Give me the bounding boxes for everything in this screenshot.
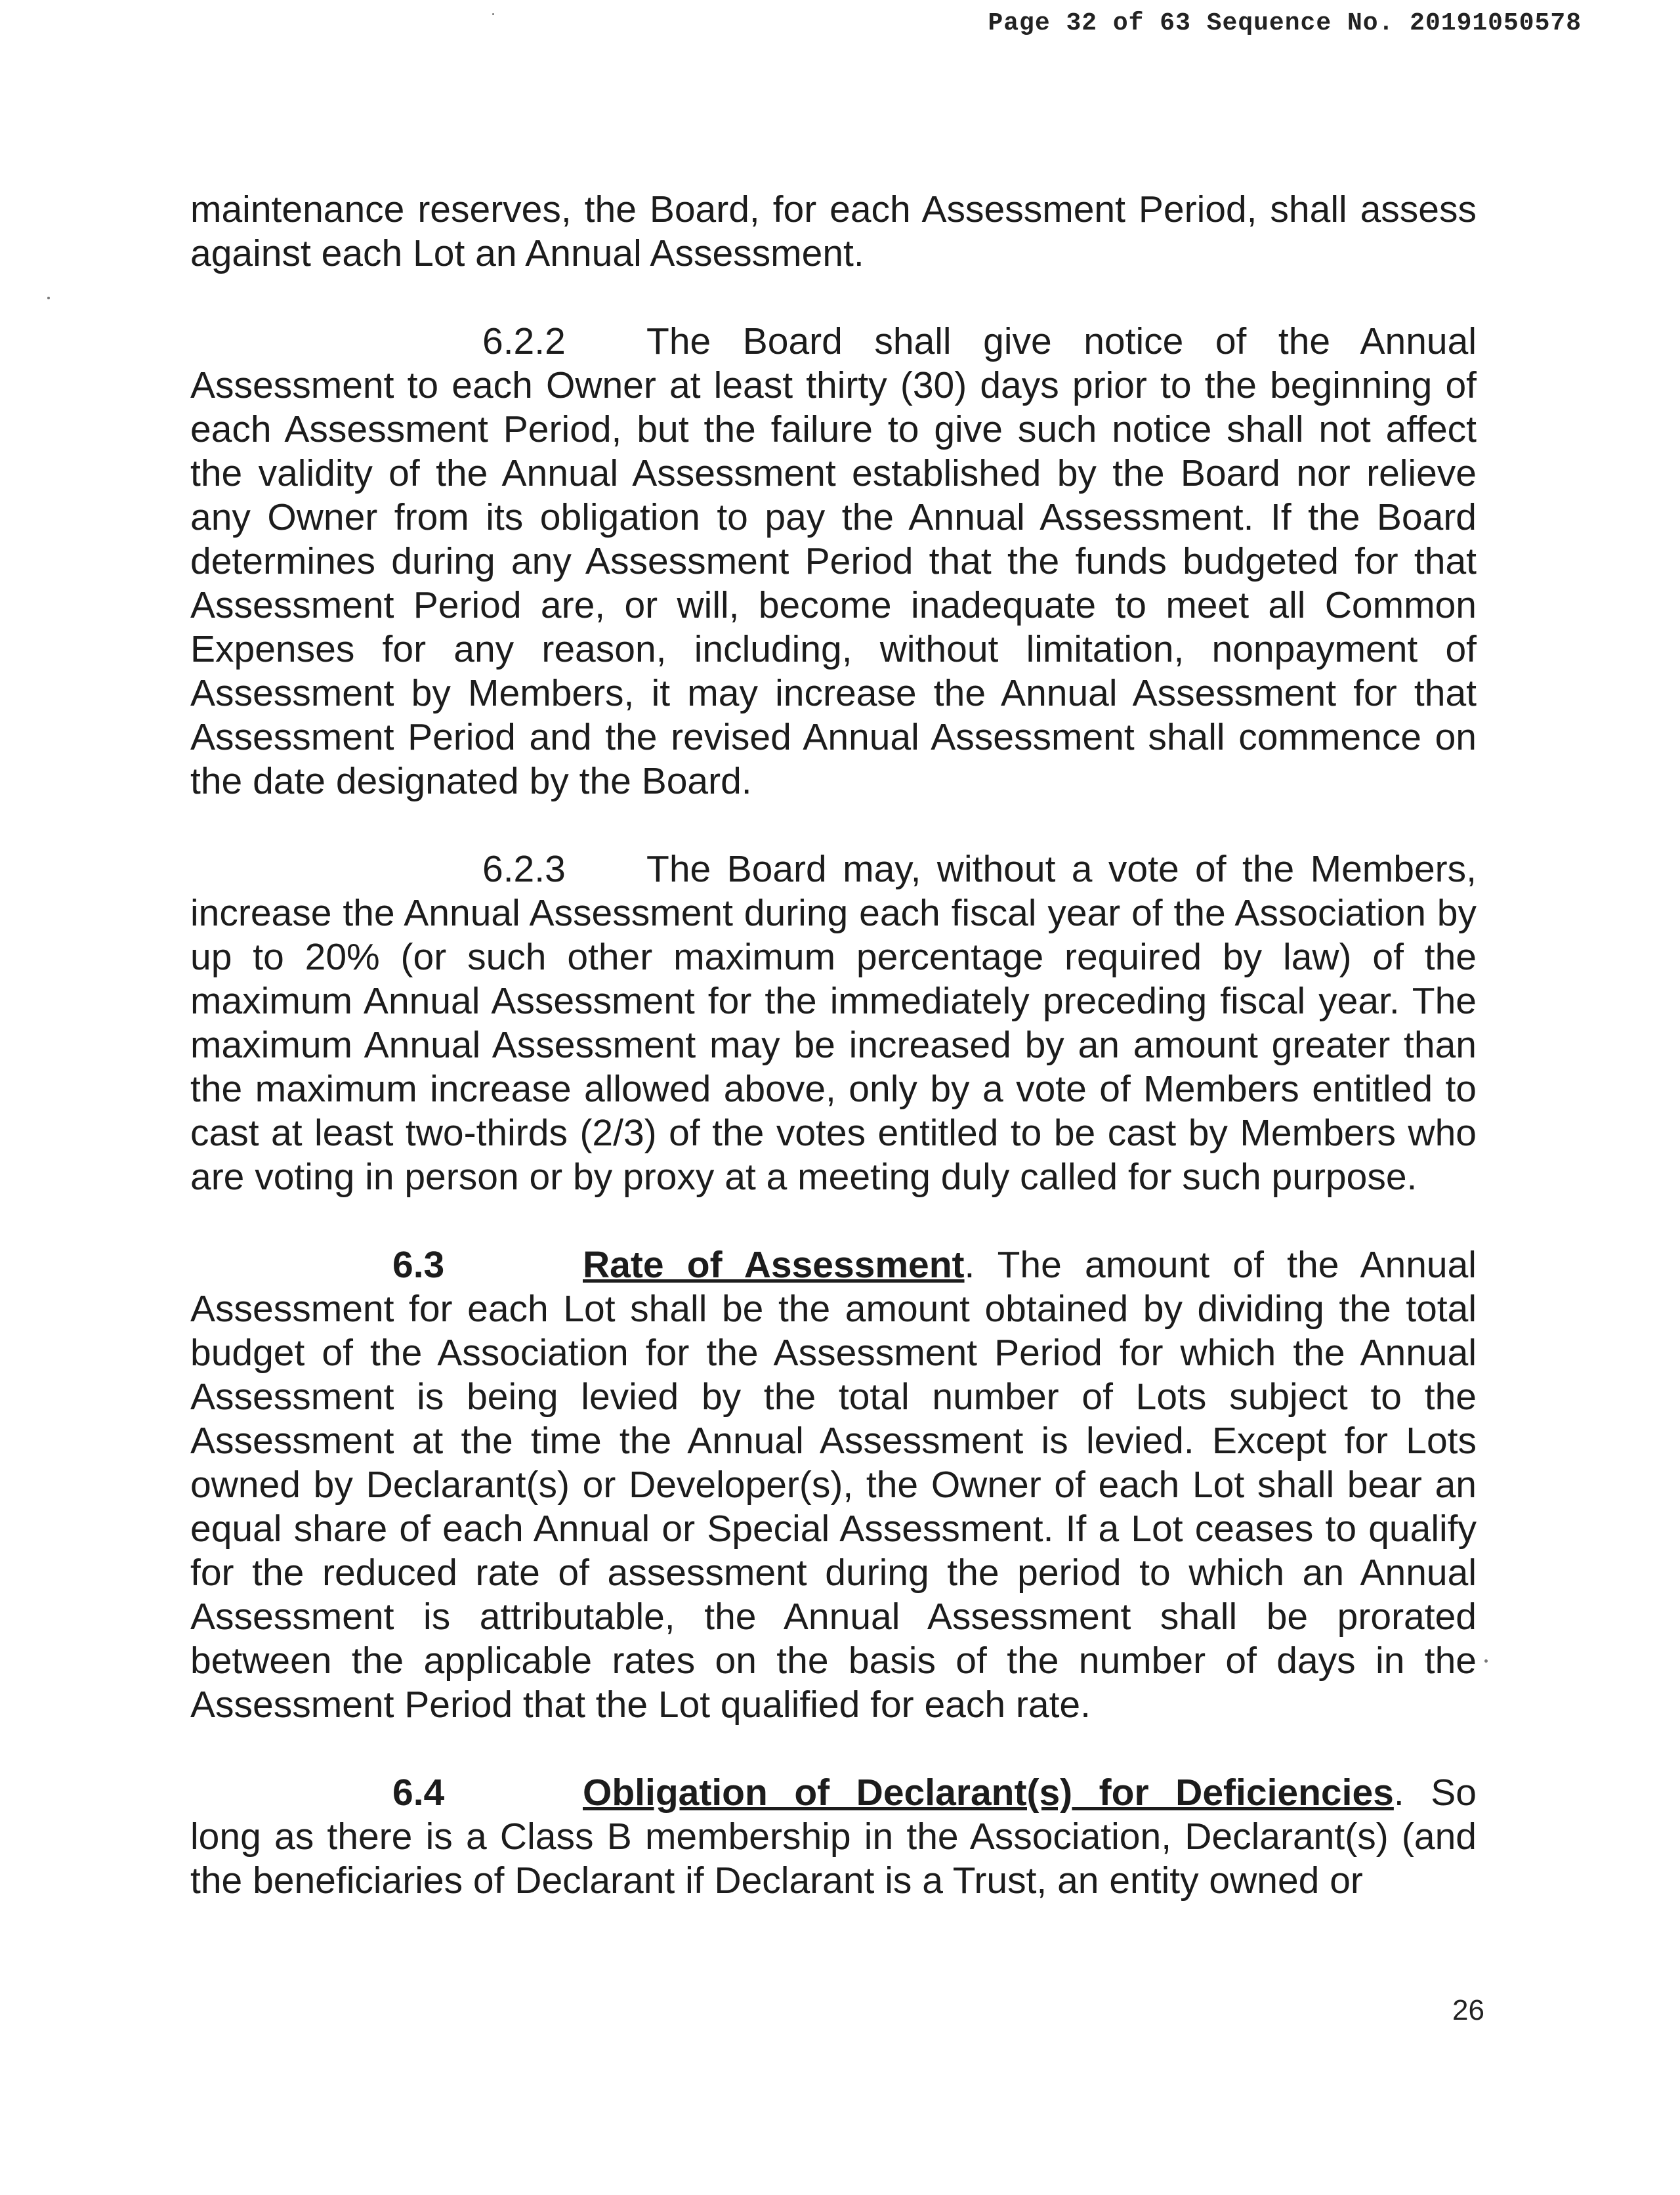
document-body (190, 188, 1477, 1903)
section-number: 6.3 (392, 1244, 445, 1286)
page-number: 26 (1452, 1994, 1484, 2026)
scan-speck (1484, 1659, 1488, 1663)
section-text: The Board may, without a vote of the Members, increase the Annual Assessment during each fiscal year of the Association by up to 20% (or such other maximum percentage required by law) of the maximum Annual Assessment for the immediately preceding fiscal year. The maximum Annual Assessment may be increased by an amount greater than the maximum increase allowed above, only by a vote of Members entitled to cast at least two-thirds (2/3) of the votes entitled to be cast by Members who are voting in person or by proxy at a meeting duly called for such purpose. (190, 848, 1477, 1198)
page-sequence-header: Page 32 of 63 Sequence No. 20191050578 (988, 9, 1582, 37)
section-heading: Rate of Assessment (583, 1244, 965, 1286)
scan-speck (47, 297, 50, 299)
scan-speck (492, 13, 494, 15)
section-heading: Obligation of Declarant(s) for Deficiencies (583, 1772, 1394, 1814)
section-number: 6.2.2 (482, 320, 566, 362)
section-text: The Board shall give notice of the Annual Assessment to each Owner at least thirty (30) days prior to the beginning of each Assessment Period, but the failure to give such notice shall not affect the validity of the Annual Assessment established by the Board nor relieve any Owner from its obligation to pay the Annual Assessment. If the Board determines during any Assessment Period that the funds budgeted for that Assessment Period are, or will, become inadequate to meet all Common Expenses for any reason, including, without limitation, nonpayment of Assessment by Members, it may increase the Annual Assessment for that Assessment Period and the revised Annual Assessment shall commence on the date designated by the Board. (190, 320, 1477, 802)
section-6-2-3 (190, 847, 1477, 1199)
section-6-2-2 (190, 320, 1477, 803)
section-6-4: 6.4 Obligation of Declarant(s) for Deficiencies. So long as there is a Class B membership in the Association, Declarant(s) (and the beneficiaries of Declarant if Declarant is a Trust, an entity owned or (190, 1772, 1477, 1902)
section-text: So long as there is a Class B membership in the Association, Declarant(s) (and the beneficiaries of Declarant if Declarant is a Trust, an entity owned or (190, 1772, 1477, 1902)
paragraph-continuation: maintenance reserves, the Board, for each Assessment Period, shall assess against each Lot an Annual Assessment. (190, 188, 1477, 274)
section-number: 6.2.3 (482, 848, 566, 890)
section-6-3: 6.3 Rate of Assessment. The amount of the Annual Assessment for each Lot shall be the amount obtained by dividing the total budget of the Association for the Assessment Period for which the Annual Assessment is being levied by the total number of Lots subject to the Assessment at the time the Annual Assessment is levied. Except for Lots owned by Declarant(s) or Developer(s), the Owner of each Lot shall bear an equal share of each Annual or Special Assessment. If a Lot ceases to qualify for the reduced rate of assessment during the period to which an Annual Assessment is attributable, the Annual Assessment shall be prorated between the applicable rates on the basis of the number of days in the Assessment Period that the Lot qualified for each rate. (190, 1244, 1477, 1726)
section-text: The amount of the Annual Assessment for each Lot shall be the amount obtained by dividing the total budget of the Association for the Assessment Period for which the Annual Assessment is being levied by the total number of Lots subject to the Assessment at the time the Annual Assessment is levied. Except for Lots owned by Declarant(s) or Developer(s), the Owner of each Lot shall bear an equal share of each Annual or Special Assessment. If a Lot ceases to qualify for the reduced rate of assessment during the period to which an Annual Assessment is attributable, the Annual Assessment shall be prorated between the applicable rates on the basis of the number of days in the Assessment Period that the Lot qualified for each rate. (190, 1244, 1477, 1726)
section-number: 6.4 (392, 1772, 445, 1814)
